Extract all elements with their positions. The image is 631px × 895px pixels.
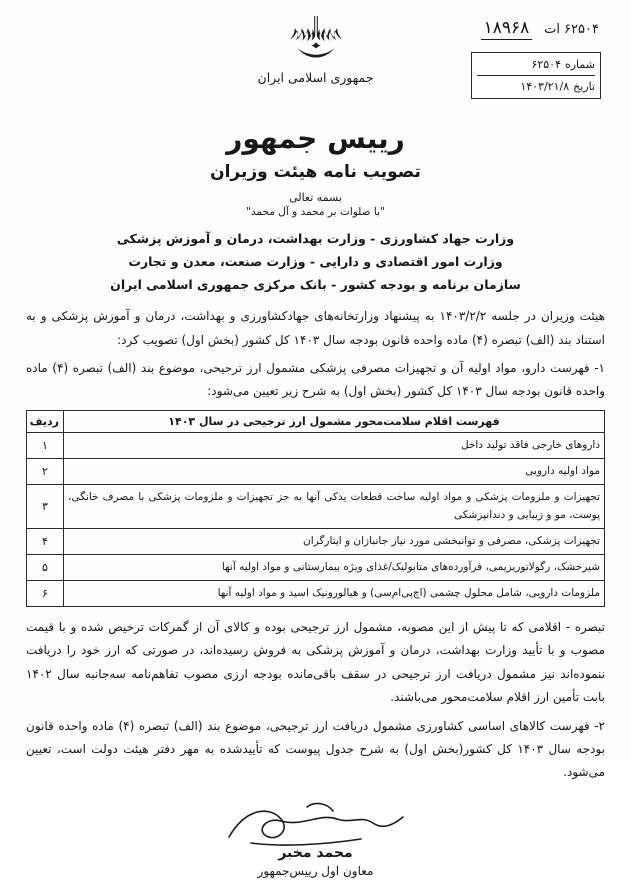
clause-1-paragraph: ۱- فهرست دارو، مواد اولیه آن و تجهیزات مصرفی پزشکی مشمول ارز ترجیحی، موضوع بند (الف) تبصره (۴) ماده واحده قانون بودجه سال ۱۴۰۳ کل کشور (بخش اول) به شرح زیر تعیین می‌شود:: [26, 360, 605, 399]
table-row: [27, 432, 605, 458]
stamp-number-value: ۶۲۵۰۴: [531, 58, 561, 71]
handwritten-signature: [26, 799, 605, 845]
table-cell-number: ۱: [27, 432, 64, 458]
table-row: [27, 555, 605, 581]
table-cell-text: مواد اولیه دارویی: [64, 458, 605, 484]
stamp-date-label: تاریخ: [573, 80, 595, 94]
table-row: [27, 581, 605, 607]
stamp-number-label: شماره: [564, 58, 595, 71]
table-cell-number: ۶: [27, 581, 64, 607]
items-table: [26, 410, 605, 607]
signatory-role: معاون اول رییس‌جمهور: [257, 863, 374, 878]
table-header-row: [27, 410, 605, 432]
table-row-header: ردیف: [27, 410, 64, 432]
signatory-name: محمد مخبر: [278, 844, 353, 861]
addressee-line: وزارت جهاد کشاورزی - وزارت بهداشت، درمان و آموزش پزشکی: [116, 230, 515, 246]
table-cell-number: ۲: [27, 458, 64, 484]
note-paragraph: تبصره - اقلامی که تا پیش از این مصوبه، مشمول ارز ترجیحی بوده و کالای آن از گمرکات ترخیص شده و با قیمت مصوب و با تأیید وزارت بهداشت، درمان و آموزش پزشکی به فروش رسیده‌اند، در صورتی که ارز خود را دریافت ننموده‌اند نیز مشمول دریافت ارز ترجیحی در سقف باقی‌مانده بودجه ارزی مصوب تفاهم‌نامه سه‌جانبه سال ۱۴۰۲ بابت تأمین ارز اقلام سلامت‌محور می‌باشند.: [26, 619, 605, 705]
basmala-text: بسمه تعالی: [289, 190, 342, 204]
page-title: رییس جمهور: [226, 122, 405, 155]
table-row: [27, 529, 605, 555]
country-line: جمهوری اسلامی ایران: [257, 70, 374, 85]
table-row: [27, 458, 605, 484]
signature-block: [26, 799, 605, 895]
table-cell-text: تجهیزات و ملزومات پزشکی و مواد اولیه ساخت قطعات یدکی آنها به جز تجهیزات و ملزومات پزشکی با مصرف خانگی، پوست، مو و زیبایی و دندانپزشکی: [64, 484, 605, 529]
table-title-cell: فهرست اقلام سلامت‌محور مشمول ارز ترجیحی در سال ۱۴۰۳: [64, 410, 605, 432]
clause-2-paragraph: ۲- فهرست کالاهای اساسی کشاورزی مشمول دریافت ارز ترجیحی، موضوع بند (الف) تبصره (۴) ماده واحده قانون بودجه سال ۱۴۰۳ کل کشور(بخش اول) به شرح جدول پیوست که تأییدشده به مهر دفتر هیئت دولت است، تعیین می‌شود.: [26, 718, 605, 780]
table-cell-number: ۵: [27, 555, 64, 581]
approval-title: تصویب نامه هیئت وزیران: [210, 161, 421, 182]
registration-date-stamp: ۶۲۵۰۴ ات: [544, 22, 599, 37]
document-header: [26, 8, 605, 126]
stamp-date-value: ۱۴۰۳/۲۱/۸: [520, 80, 570, 94]
iran-emblem-icon: [286, 12, 346, 68]
title-block: [26, 124, 605, 218]
emblem-container: [26, 12, 605, 85]
table-cell-text: تجهیزات پزشکی، مصرفی و توانبخشی مورد نیاز جانبازان و ایثارگران: [64, 529, 605, 555]
document-body: [26, 305, 605, 404]
registration-number: ۱۸۹۶۸: [481, 18, 533, 40]
addressee-line: سازمان برنامه و بودجه کشور - بانک مرکزی جمهوری اسلامی ایران: [110, 277, 521, 293]
table-cell-text: ملزومات دارویی، شامل محلول چشمی (اچ‌پی‌ام‌سی) و هیالورونیک اسید و مواد اولیه آنها: [64, 581, 605, 607]
intro-paragraph: هیئت وزیران در جلسه ۱۴۰۳/۲/۲ به پیشنهاد وزارتخانه‌های جهادکشاورزی و بهداشت، درمان و آموزش پزشکی و به استناد بند (الف) تبصره (۴) ماده واحده قانون بودجه سال ۱۴۰۳ کل کشور (بخش اول) تصویب کرد:: [26, 309, 605, 347]
table-row: [27, 484, 605, 529]
table-cell-number: ۴: [27, 529, 64, 555]
table-cell-text: شیرخشک، رگولاتوریزیمی، فرآورده‌های متابولیک/غذای ویژه بیمارستانی و مواد اولیه آنها: [64, 555, 605, 581]
table-cell-text: داروهای خارجی فاقد تولید داخل: [64, 432, 605, 458]
addressee-list: [26, 227, 605, 296]
salavat-text: "با صلوات بر محمد و آل محمد": [246, 205, 385, 218]
document-body-continued: [26, 616, 605, 785]
table-cell-number: ۳: [27, 484, 64, 529]
addressee-line: وزارت امور اقتصادی و دارایی - وزارت صنعت، معدن و تجارت: [128, 253, 503, 269]
